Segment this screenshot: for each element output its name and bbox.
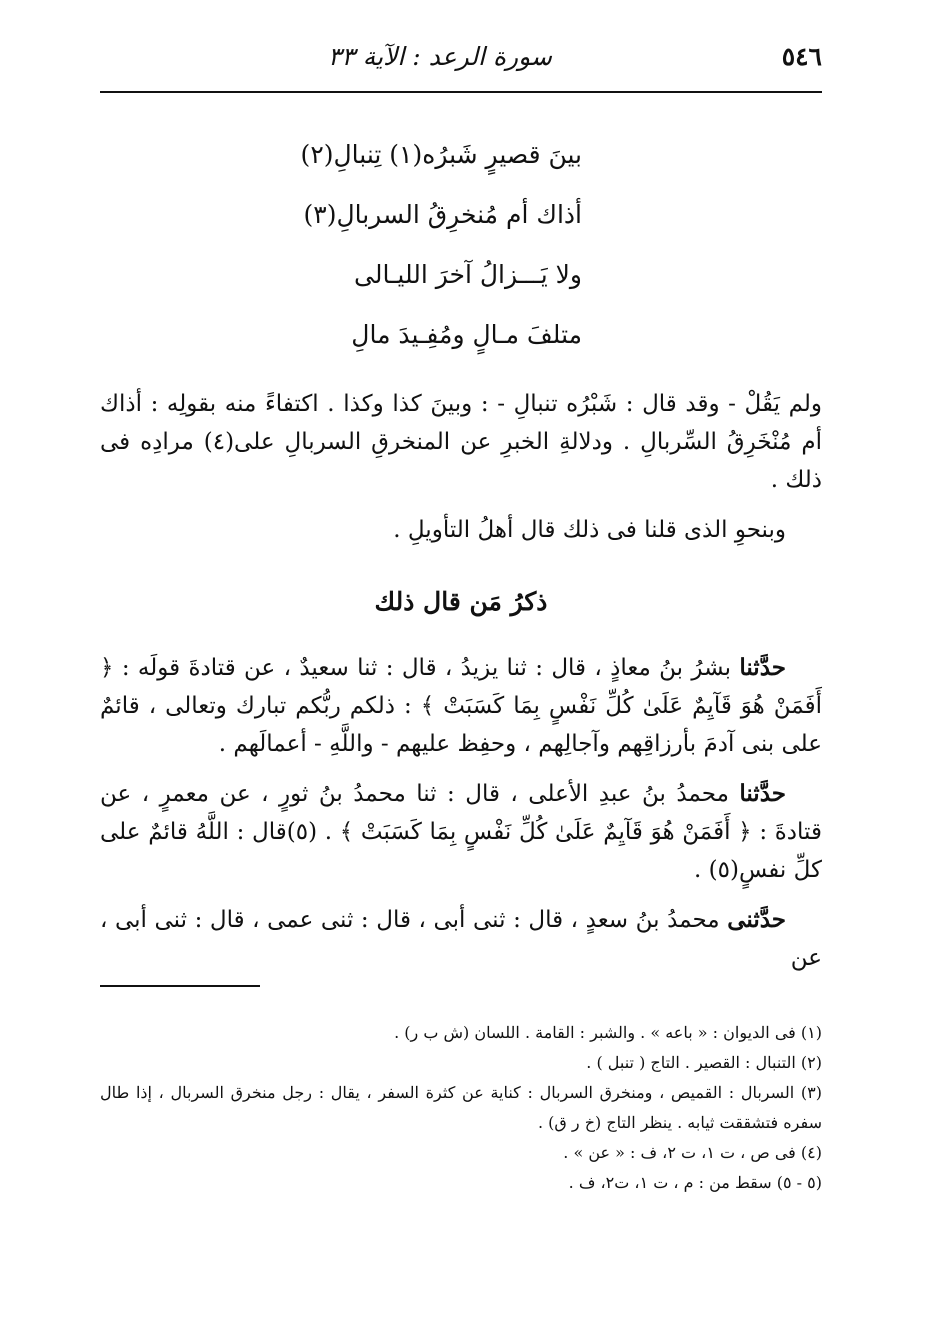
footnotes xyxy=(100,1018,822,1198)
narration-text: محمدُ بنُ عبدِ الأعلى ، قال : ثنا محمدُ بنُ ثورٍ ، عن معمرٍ ، عن قتادةَ : ﴿ أَفَمَنْ هُوَ قَآيِمٌ عَلَىٰ كُلِّ نَفْسٍ بِمَا كَسَبَتْ ﴾ . (٥)قال : اللَّهُ قائمٌ على كلِّ نفسٍ(٥) . xyxy=(100,781,822,883)
footnote-rule xyxy=(100,985,260,987)
paragraph-commentary: ولم يَقُلْ - وقد قال : شَبْرُه تنبالِ - : وبينَ كذا وكذا . اكتفاءً منه بقولِه : أذاك أم مُنْخَرِقُ السِّربالِ . ودلالةِ الخبرِ عن المنخرقِ السربالِ على(٤) مرادِه فى ذلك . xyxy=(100,391,823,493)
footnote: (٣) السربال : القميص ، ومنخرق السربال : كناية عن كثرة السفر ، يقال : رجل منخرق السربال ، إذا طال سفره فتشققت ثيابه . ينظر التاج (خ ر ق) . xyxy=(100,1083,822,1132)
section-heading: ذكرُ مَن قال ذلك xyxy=(374,587,548,616)
footnote: (٢) التنبال : القصير . التاج ( تنبل ) . xyxy=(586,1053,822,1072)
paragraph-hadith-3 xyxy=(100,901,822,977)
paragraph-interpreters: وبنحوِ الذى قلنا فى ذلك قال أهلُ التأويلِ . xyxy=(393,517,786,543)
narration-lead: حدَّثنا xyxy=(739,654,786,681)
narration-text: محمدُ بنُ سعدٍ ، قال : ثنى أبى ، قال : ثنى عمى ، قال : ثنى أبى ، عن xyxy=(100,907,822,971)
footnote: (١) فى الديوان : « باعه » . والشبر : القامة . اللسان (ش ب ر) . xyxy=(394,1023,822,1042)
book-page xyxy=(100,0,822,1333)
poem-verse: ولا يَـــزالُ آخرَ الليـالى xyxy=(354,260,582,289)
page-number: ٥٤٦ xyxy=(781,42,822,71)
footnote: (٥ - ٥) سقط من : م ، ت ١، ت٢، ف . xyxy=(568,1173,822,1192)
narration-lead: حدَّثنا xyxy=(739,780,786,807)
poem-verse: بينَ قصيرٍ شَبرُه(١) تِنبالِ(٢) xyxy=(300,140,582,169)
paragraph-hadith-2 xyxy=(100,775,822,889)
main-text xyxy=(100,385,822,989)
footnote: (٤) فى ص ، ت ١، ت ٢، ف : « عن » . xyxy=(563,1143,822,1162)
page-header xyxy=(100,36,822,86)
poem-verse: متلفَ مـالٍ ومُفِـيدَ مالِ xyxy=(351,320,582,349)
poem-block xyxy=(222,125,582,365)
poem-verse: أذاك أم مُنخرِقُ السربالِ(٣) xyxy=(303,200,582,229)
narration-lead: حدَّثنى xyxy=(727,906,787,933)
header-rule xyxy=(100,91,822,93)
running-title: سورة الرعد : الآية ٣٣ xyxy=(327,42,552,71)
narration-text: بشرُ بنُ معاذٍ ، قال : ثنا يزيدُ ، قال : ثنا سعيدٌ ، عن قتادةَ قولَه : ﴿ أَفَمَنْ هُوَ قَآيِمٌ عَلَىٰ كُلِّ نَفْسٍ بِمَا كَسَبَتْ ﴾ : ذلكم ربُّكم تبارك وتعالى ، قائمٌ على بنى آدمَ بأرزاقِهم وآجالِهم ، وحفِظ عليهم - واللَّهِ - أعمالَهم . xyxy=(100,655,822,757)
paragraph-hadith-1 xyxy=(100,649,822,763)
